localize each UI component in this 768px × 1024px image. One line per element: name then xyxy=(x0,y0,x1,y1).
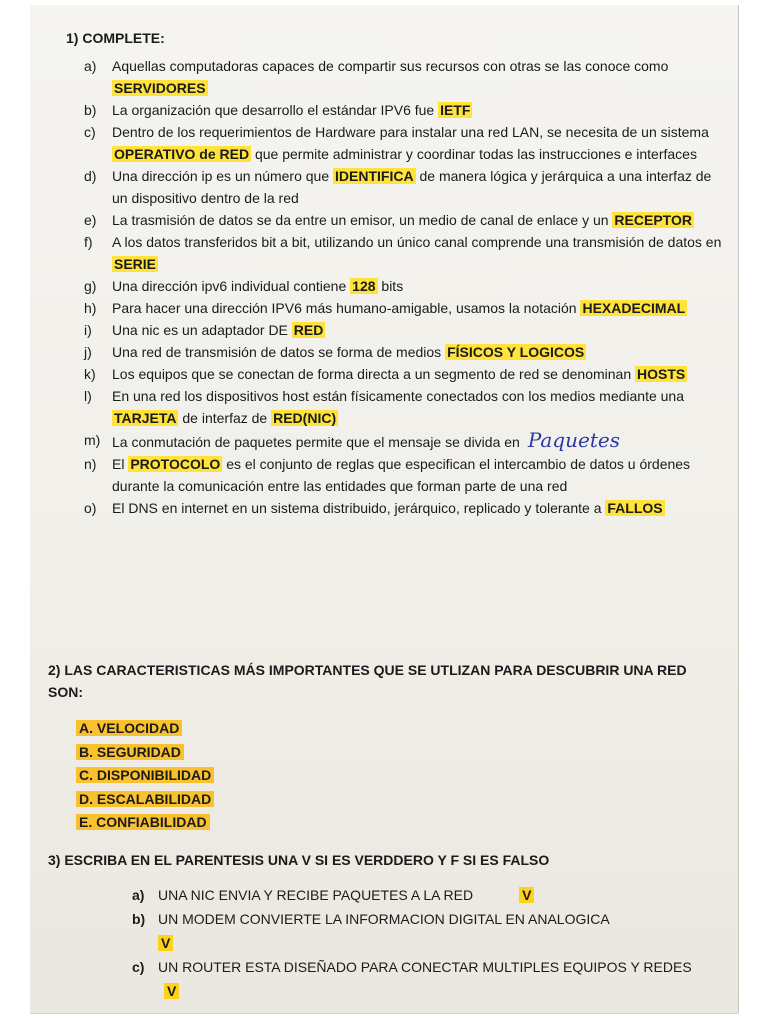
answer-highlight: RED(NIC) xyxy=(273,410,337,426)
item-label: b) xyxy=(132,911,146,927)
item-text: UN MODEM CONVIERTE LA INFORMACION DIGITAL EN ANALOGICA xyxy=(158,911,610,927)
answer-highlight: RECEPTOR xyxy=(614,212,692,228)
item-text: Los equipos que se conectan de forma directa a un segmento de red se denominan xyxy=(112,366,632,382)
item-label: j) xyxy=(84,344,92,360)
list-item xyxy=(84,297,724,319)
item-text: El DNS en internet en un sistema distribuido, jerárquico, replicado y tolerante a xyxy=(112,500,602,516)
answer-highlight: IDENTIFICA xyxy=(335,168,414,184)
item-text: Una dirección ipv6 individual contiene xyxy=(112,278,347,294)
item-text-after: bits xyxy=(381,278,404,294)
section2-options xyxy=(76,717,214,835)
item-label: d) xyxy=(84,168,97,184)
list-item xyxy=(84,231,724,275)
answer-highlight: TARJETA xyxy=(114,410,177,426)
item-text-after: de manera lógica y jerárquica a una interfaz de un dispositivo dentro de la red xyxy=(112,168,712,206)
item-label: c) xyxy=(84,124,96,140)
paper-sheet xyxy=(30,5,738,1013)
item-text: La conmutación de paquetes permite que el mensaje se divida en xyxy=(112,434,520,450)
item-label: k) xyxy=(84,366,96,382)
item-text: Una nic es un adaptador DE xyxy=(112,322,288,338)
answer-highlight: SERVIDORES xyxy=(114,80,206,96)
answer-mark: V xyxy=(164,983,179,999)
list-item xyxy=(84,429,724,453)
answer-highlight: FÍSICOS Y LOGICOS xyxy=(447,344,585,360)
list-item xyxy=(84,275,724,297)
item-label: f) xyxy=(84,234,93,250)
item-label: a) xyxy=(132,887,145,903)
option-item: A. VELOCIDAD xyxy=(76,717,214,741)
list-item xyxy=(84,55,724,99)
item-text: Una red de transmisión de datos se forma de medios xyxy=(112,344,442,360)
list-item xyxy=(84,165,724,209)
item-text: La organización que desarrollo el estándar IPV6 fue xyxy=(112,102,435,118)
section2-heading: 2) LAS CARACTERISTICAS MÁS IMPORTANTES QUE SE UTLIZAN PARA DESCUBRIR UNA RED SON: xyxy=(48,662,687,700)
section3-list xyxy=(132,883,712,1003)
answer-highlight: RED xyxy=(293,322,324,338)
item-label: m) xyxy=(84,432,101,448)
list-item xyxy=(84,341,724,363)
option-item: E. CONFIABILIDAD xyxy=(76,811,214,835)
item-text: UN ROUTER ESTA DISEÑADO PARA CONECTAR MULTIPLES EQUIPOS Y REDES xyxy=(158,959,692,975)
list-item xyxy=(84,99,724,121)
answer-highlight: PROTOCOLO xyxy=(130,456,221,472)
list-item xyxy=(84,121,724,165)
answer-mark: V xyxy=(519,887,534,903)
item-label: a) xyxy=(84,58,97,74)
list-item xyxy=(84,319,724,341)
section1-heading: 1) COMPLETE: xyxy=(66,30,165,46)
list-item xyxy=(84,497,724,519)
item-text-after: que permite administrar y coordinar todas las instrucciones e interfaces xyxy=(254,146,697,162)
item-label: g) xyxy=(84,278,97,294)
option-item: B. SEGURIDAD xyxy=(76,741,214,765)
section1-list xyxy=(84,55,724,519)
item-text: Para hacer una dirección IPV6 más humano-amigable, usamos la notación xyxy=(112,300,577,316)
true-false-item xyxy=(132,955,712,1003)
answer-highlight: SERIE xyxy=(114,256,157,272)
true-false-item xyxy=(132,883,712,907)
item-text: UNA NIC ENVIA Y RECIBE PAQUETES A LA RED xyxy=(158,887,474,903)
answer-highlight: 128 xyxy=(352,278,376,294)
item-text-after: es el conjunto de reglas que especifican el intercambio de datos u órdenes durante la comunicación entre las entidades que forman parte de una red xyxy=(112,456,691,494)
answer-highlight: HOSTS xyxy=(637,366,686,382)
item-label: l) xyxy=(84,388,92,404)
item-text: La trasmisión de datos se da entre un emisor, un medio de canal de enlace y un xyxy=(112,212,609,228)
item-text: Aquellas computadoras capaces de compartir sus recursos con otras se las conoce como xyxy=(112,58,669,74)
item-text: Una dirección ip es un número que xyxy=(112,168,330,184)
answer-highlight: IETF xyxy=(440,102,471,118)
answer-highlight: OPERATIVO de RED xyxy=(114,146,250,162)
option-item: D. ESCALABILIDAD xyxy=(76,788,214,812)
item-text: En una red los dispositivos host están físicamente conectados con los medios mediante una xyxy=(112,388,684,404)
option-item: C. DISPONIBILIDAD xyxy=(76,764,214,788)
item-label: e) xyxy=(84,212,97,228)
item-label: b) xyxy=(84,102,97,118)
true-false-item xyxy=(132,907,712,955)
item-label: n) xyxy=(84,456,97,472)
item-label: o) xyxy=(84,500,97,516)
item-text: Dentro de los requerimientos de Hardware para instalar una red LAN, se necesita de un sistema xyxy=(112,124,709,140)
list-item xyxy=(84,363,724,385)
item-label: i) xyxy=(84,322,92,338)
item-label: h) xyxy=(84,300,97,316)
item-text: A los datos transferidos bit a bit, utilizando un único canal comprende una transmisión de datos en xyxy=(112,234,722,250)
list-item xyxy=(84,453,724,497)
handwritten-answer: Paquetes xyxy=(527,428,620,452)
list-item xyxy=(84,209,724,231)
item-text-middle: de interfaz de xyxy=(182,410,268,426)
item-text: El xyxy=(112,456,125,472)
answer-highlight: HEXADECIMAL xyxy=(582,300,686,316)
answer-highlight: FALLOS xyxy=(607,500,663,516)
item-label: c) xyxy=(132,959,145,975)
answer-mark: V xyxy=(158,935,173,951)
section3-heading: 3) ESCRIBA EN EL PARENTESIS UNA V SI ES VERDDERO Y F SI ES FALSO xyxy=(48,852,550,868)
list-item xyxy=(84,385,724,429)
